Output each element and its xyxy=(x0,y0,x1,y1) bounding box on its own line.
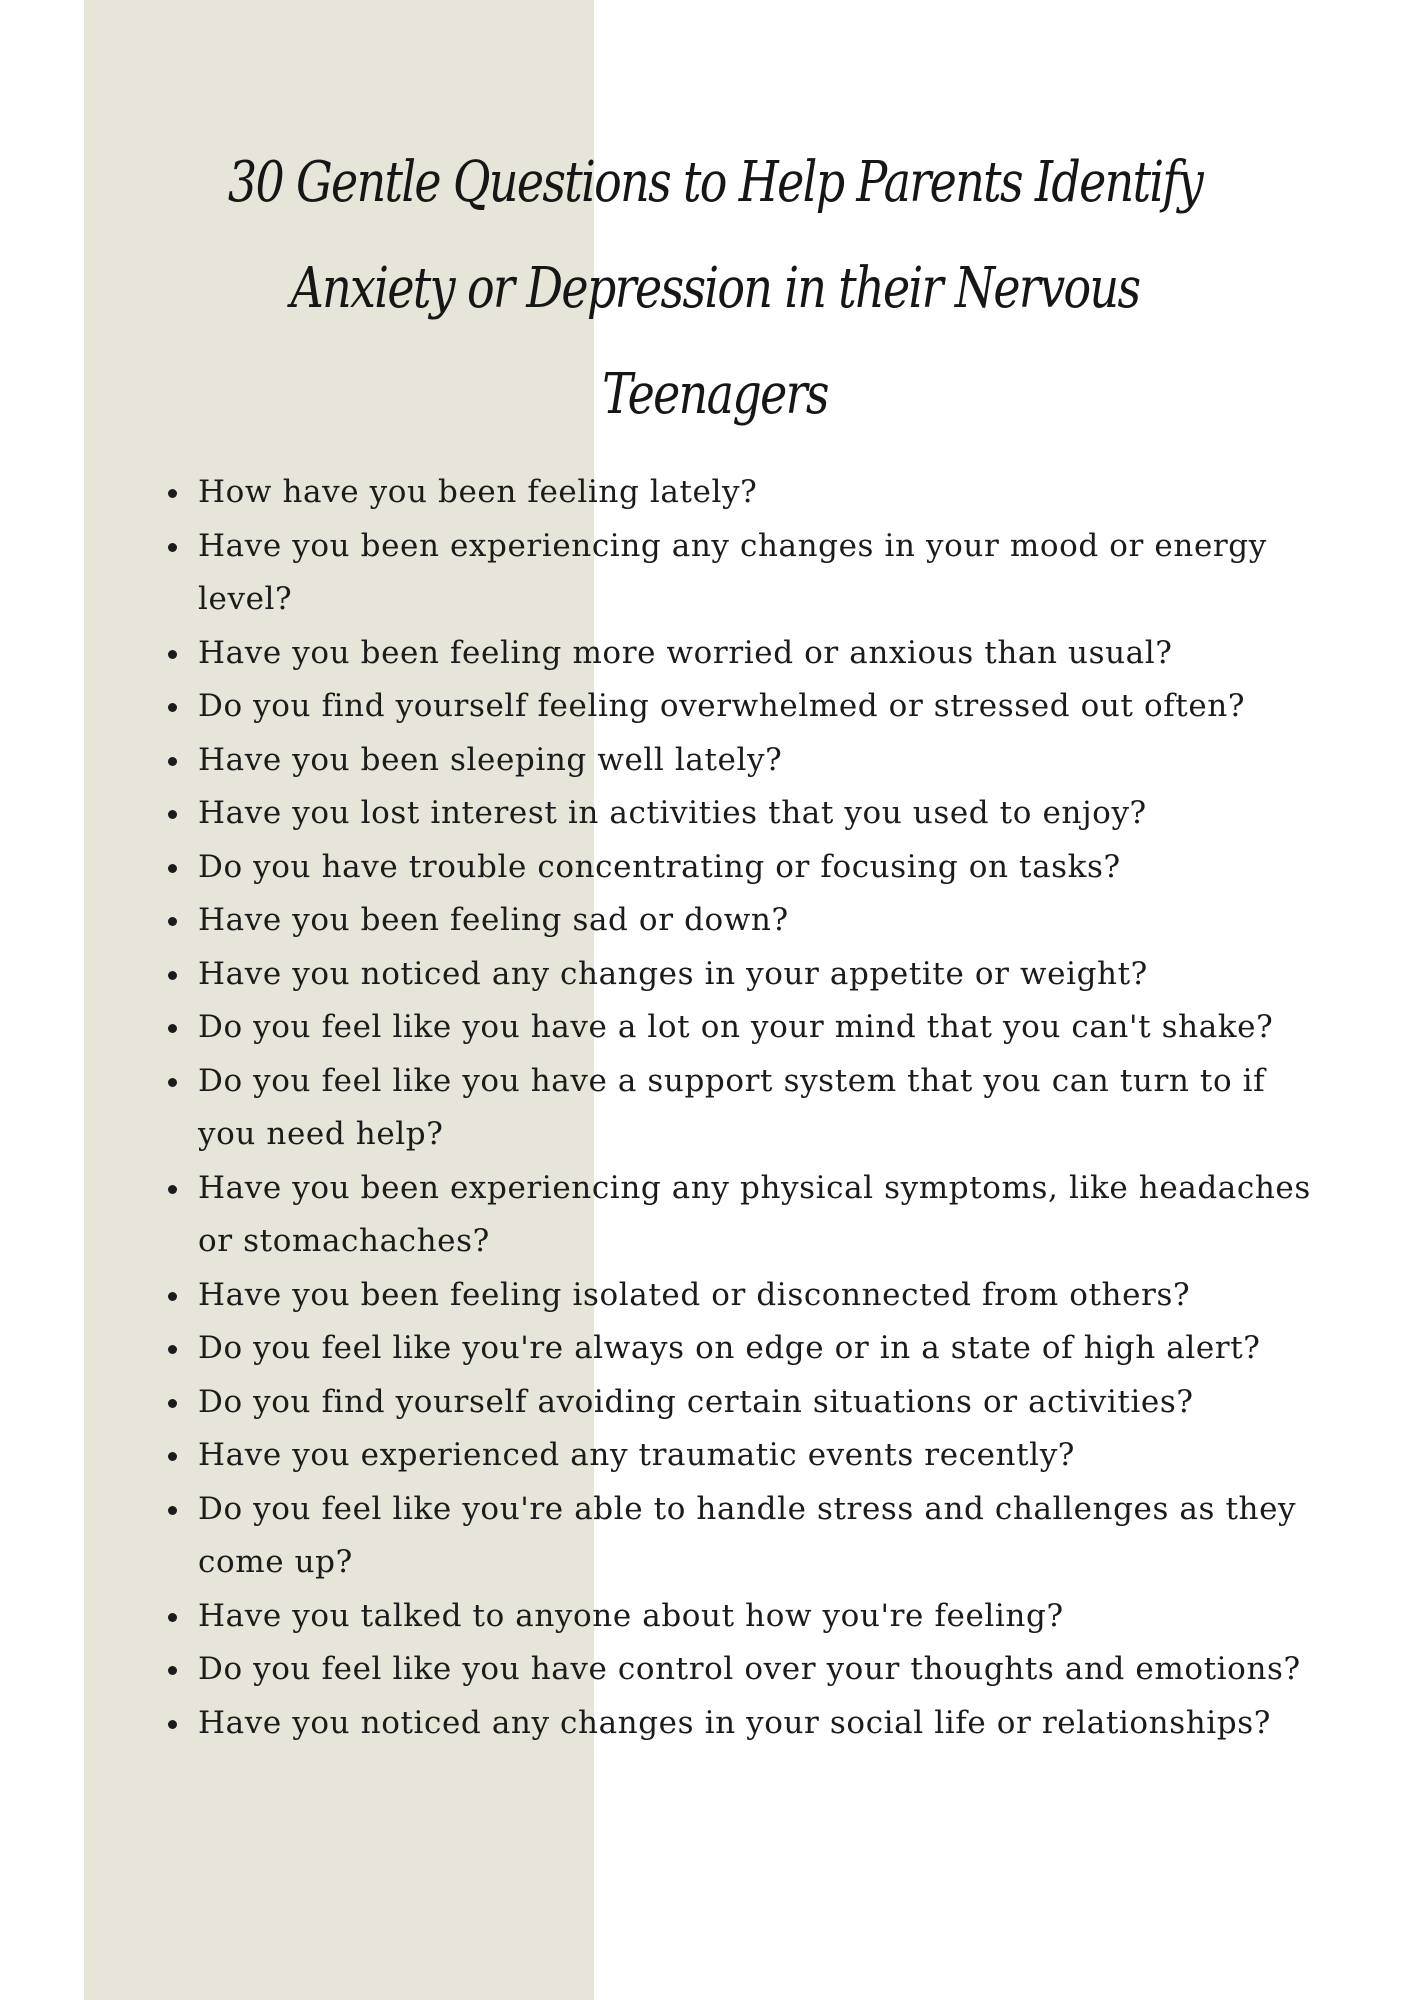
list-item xyxy=(198,680,1333,734)
bullet-icon xyxy=(168,1720,177,1729)
list-item xyxy=(198,841,1333,895)
question-text: Have you been feeling isolated or disconnected from others? xyxy=(198,1276,1191,1313)
question-text: Have you experienced any traumatic events recently? xyxy=(198,1437,1076,1473)
list-item xyxy=(198,1001,1333,1055)
bullet-icon xyxy=(168,1078,177,1087)
list-item xyxy=(198,627,1333,681)
bullet-icon xyxy=(168,1452,177,1461)
bullet-icon xyxy=(168,1024,177,1033)
question-text: Do you feel like you have a lot on your mind that you can't shake? xyxy=(198,1009,1274,1045)
bullet-icon xyxy=(168,810,177,819)
question-text: Have you noticed any changes in your social life or relationships? xyxy=(198,1704,1271,1741)
bullet-icon xyxy=(168,917,177,926)
bullet-icon xyxy=(168,1292,177,1301)
question-text: Do you find yourself avoiding certain situations or activities? xyxy=(198,1383,1194,1420)
list-item xyxy=(198,1162,1333,1269)
list-item xyxy=(198,1269,1333,1323)
bullet-icon xyxy=(168,864,177,873)
question-text: Have you been sleeping well lately? xyxy=(198,741,783,778)
bullet-icon xyxy=(168,1506,177,1515)
list-item xyxy=(198,520,1333,627)
question-text: Have you been feeling sad or down? xyxy=(198,902,789,938)
question-text: Do you have trouble concentrating or focusing on tasks? xyxy=(198,848,1121,885)
bullet-icon xyxy=(168,757,177,766)
page-title: 30 Gentle Questions to Help Parents Identify Anxiety or Depression in their Nervous Teenagers xyxy=(227,150,1203,427)
list-item xyxy=(198,1483,1333,1590)
question-text: Have you lost interest in activities that you used to enjoy? xyxy=(198,795,1147,831)
bullet-icon xyxy=(168,1399,177,1408)
question-text: Have you been experiencing any physical symptoms, like headaches or stomachaches? xyxy=(198,1169,1311,1259)
question-text: Have you talked to anyone about how you're feeling? xyxy=(198,1597,1064,1634)
question-list xyxy=(198,466,1333,1750)
question-text: Do you feel like you have control over your thoughts and emotions? xyxy=(198,1651,1301,1687)
bullet-icon xyxy=(168,703,177,712)
list-item xyxy=(198,1055,1333,1162)
question-text: Have you been experiencing any changes in your mood or energy level? xyxy=(198,527,1267,617)
bullet-icon xyxy=(168,971,177,980)
list-item xyxy=(198,466,1333,520)
list-item xyxy=(198,1590,1333,1644)
bullet-icon xyxy=(168,489,177,498)
bullet-icon xyxy=(168,650,177,659)
list-item xyxy=(198,948,1333,1002)
list-item xyxy=(198,1322,1333,1376)
question-text: How have you been feeling lately? xyxy=(198,474,758,510)
question-text: Have you noticed any changes in your appetite or weight? xyxy=(198,955,1148,992)
question-text: Do you find yourself feeling overwhelmed or stressed out often? xyxy=(198,688,1246,724)
list-item xyxy=(198,1376,1333,1430)
question-text: Do you feel like you're always on edge or in a state of high alert? xyxy=(198,1330,1261,1366)
bullet-icon xyxy=(168,1613,177,1622)
bullet-icon xyxy=(168,1345,177,1354)
list-item xyxy=(198,1643,1333,1697)
question-text: Have you been feeling more worried or anxious than usual? xyxy=(198,634,1173,671)
bullet-icon xyxy=(168,1666,177,1675)
question-text: Do you feel like you have a support system that you can turn to if you need help? xyxy=(198,1062,1266,1152)
list-item xyxy=(198,1429,1333,1483)
list-item xyxy=(198,1697,1333,1751)
bullet-icon xyxy=(168,543,177,552)
list-item xyxy=(198,734,1333,788)
bullet-icon xyxy=(168,1185,177,1194)
question-text: Do you feel like you're able to handle stress and challenges as they come up? xyxy=(198,1490,1297,1580)
list-item xyxy=(198,787,1333,841)
list-item xyxy=(198,894,1333,948)
